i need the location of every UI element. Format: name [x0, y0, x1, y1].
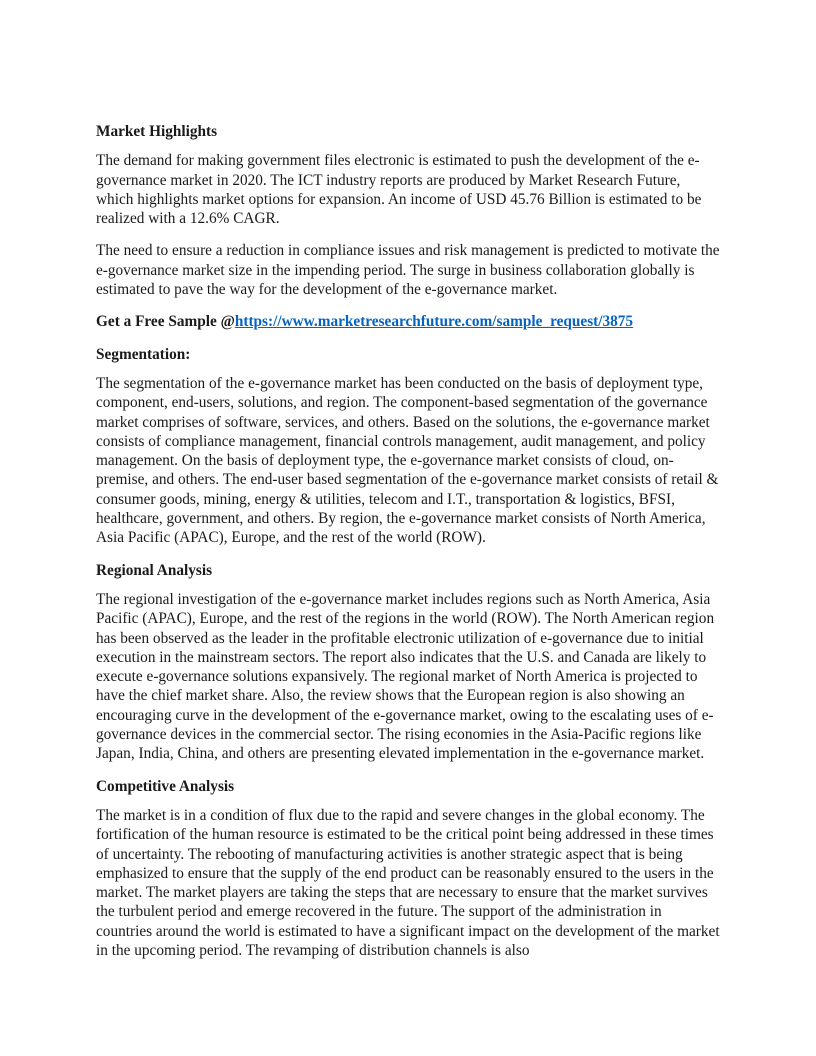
paragraph-regional-analysis: The regional investigation of the e-governance market includes regions such as North America, Asia Pacific (APAC), Europe, and the rest of the regions in the world (ROW). The North American region has been observed as the leader in the profitable electronic utilization of e-governance due to initial execution in the mainstream sectors. The report also indicates that the U.S. and Canada are likely to execute e-governance solutions expansively. The regional market of North America is projected to have the chief market share. Also, the review shows that the European region is also showing an encouraging curve in the development of the e-governance market, owing to the escalating uses of e-governance devices in the commercial sector. The rising economies in the Asia-Pacific regions like Japan, India, China, and others are presenting elevated implementation in the e-governance market.: [96, 590, 715, 763]
sample-request-line: [96, 312, 720, 331]
paragraph-market-highlights-2: The need to ensure a reduction in compliance issues and risk management is predicted to motivate the e-governance market size in the impending period. The surge in business collaboration globally is estimated to pave the way for the development of the e-governance market.: [96, 242, 720, 299]
sample-request-link[interactable]: https://www.marketresearchfuture.com/sample_request/3875: [234, 313, 634, 331]
section-heading-regional-analysis: Regional Analysis: [96, 561, 213, 579]
sample-request-label: Get a Free Sample @: [96, 313, 235, 331]
paragraph-segmentation: The segmentation of the e-governance market has been conducted on the basis of deployment type, component, end-users, solutions, and region. The component-based segmentation of the governance market comprises of software, services, and others. Based on the solutions, the e-governance market consists of compliance management, financial controls management, audit management, and policy management. On the basis of deployment type, the e-governance market consists of cloud, on-premise, and others. The end-user based segmentation of the e-governance market consists of retail & consumer goods, mining, energy & utilities, telecom and I.T., transportation & logistics, BFSI, healthcare, government, and others. By region, the e-governance market consists of North America, Asia Pacific (APAC), Europe, and the rest of the world (ROW).: [96, 374, 719, 547]
section-heading-competitive-analysis: Competitive Analysis: [96, 777, 235, 795]
section-heading-market-highlights: Market Highlights: [96, 123, 218, 140]
paragraph-market-highlights-1: The demand for making government files electronic is estimated to push the development of the e-governance market in 2020. The ICT industry reports are produced by Market Research Future, which highlights market options for expansion. An income of USD 45.76 Billion is estimated to be realized with a 12.6% CAGR.: [96, 152, 702, 228]
section-heading-segmentation: Segmentation:: [96, 345, 191, 363]
paragraph-competitive-analysis: The market is in a condition of flux due to the rapid and severe changes in the global economy. The fortification of the human resource is estimated to be the critical point being addressed in these times of uncertainty. The rebooting of manufacturing activities is another strategic aspect that is being emphasized to ensure that the supply of the end product can be reasonably ensured to the users in the market. The market players are taking the steps that are necessary to ensure that the market survives the turbulent period and emerge recovered in the future. The support of the administration in countries around the world is estimated to have a significant impact on the development of the market in the upcoming period. The revamping of distribution channels is also: [96, 806, 720, 959]
